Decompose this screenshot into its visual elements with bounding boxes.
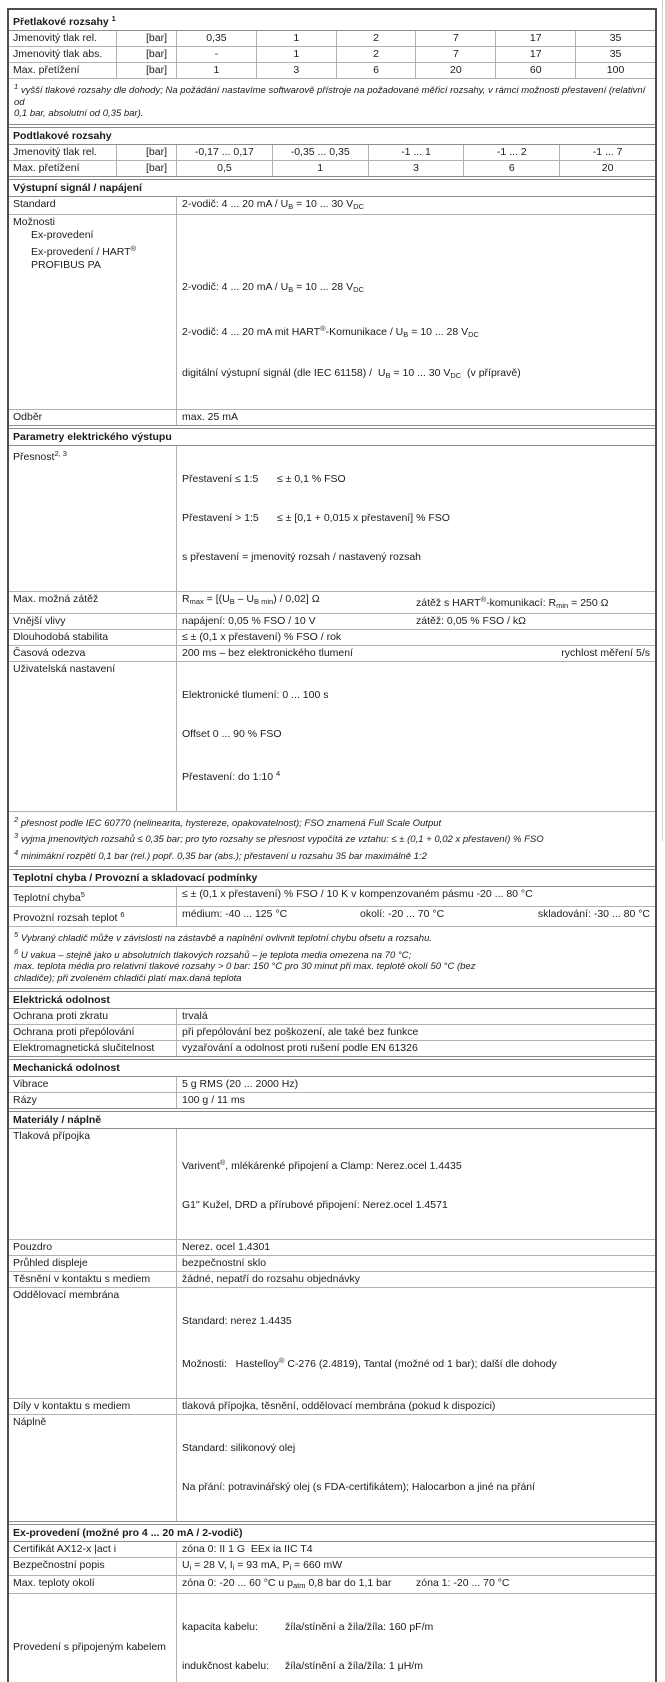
row-label: Přesnost$^{2, 3}$: [9, 446, 177, 591]
registered-mark: ®: [279, 1356, 285, 1365]
registered-mark: ®: [131, 244, 137, 253]
table-row: [9, 160, 655, 176]
row-label: Odběr: [9, 410, 177, 425]
value-text: = 10 ... 30 V: [293, 198, 353, 210]
value-left: $R_{max} = [(U_B - U_{B min}) / 0,02]$ Ω: [182, 593, 416, 612]
value-cell: -1 ... 7: [560, 145, 655, 160]
table-row: [9, 1077, 655, 1092]
value-cells: [177, 145, 655, 160]
subscript: B: [288, 202, 293, 211]
table-row: [9, 1092, 655, 1108]
value-cell: 7: [416, 31, 496, 46]
row-label: Provozní rozsah teplot $^6$: [9, 907, 177, 926]
row-label: Uživatelská nastavení: [9, 662, 177, 811]
table-row: [9, 1575, 655, 1593]
table-row: [9, 591, 655, 613]
row-label: Vnější vlivy: [9, 614, 177, 629]
section-header: Elektrická odolnost: [9, 992, 655, 1009]
row-label: Tlaková přípojka: [9, 1129, 177, 1239]
value-cell: 1: [257, 31, 337, 46]
row-value: [177, 646, 655, 661]
value-line: kapacita kabelu: žíla/stínění a žíla/žíla: 160 pF/m: [182, 1621, 650, 1634]
value-cell: -: [177, 47, 257, 62]
value-cell: 3: [257, 63, 337, 78]
row-value: žádné, nepatří do rozsahu objednávky: [177, 1272, 655, 1287]
value-line: 2-vodič: 4 ... 20 mA mit HART®-Komunikace / $U_B = 10$ ... 28 $V_{DC}$: [182, 322, 650, 341]
section-electrical-output: [9, 428, 655, 868]
value-ambient: okolí: -20 ... 70 °C: [360, 908, 538, 925]
row-label: Jmenovitý tlak rel.: [9, 145, 117, 160]
footnote-text: vyšší tlakové rozsahy dle dohody; Na požádání nastavíme softwarově přístroje na požadované měřicí rozsahy, v rámci možnosti přestavení (relativní od: [14, 85, 645, 108]
section-output-signal: [9, 179, 655, 426]
table-row: [9, 1271, 655, 1287]
section-header: Podtlakové rozsahy: [9, 128, 655, 145]
footnote-marker: 1: [14, 82, 18, 91]
value-cell: 20: [560, 161, 655, 176]
value-cell: -1 ... 2: [464, 145, 560, 160]
table-row: [9, 629, 655, 645]
table-row: [9, 46, 655, 62]
section-header: Materiály / náplně: [9, 1112, 655, 1129]
footnote: [9, 78, 655, 124]
value-cell: 2: [337, 47, 417, 62]
value-cell: -1 ... 1: [369, 145, 465, 160]
registered-mark: ®: [220, 1158, 226, 1167]
value-cell: 17: [496, 31, 576, 46]
value-cell: 3: [369, 161, 465, 176]
section-vacuum-ranges: [9, 127, 655, 177]
value-cell: 2: [337, 31, 417, 46]
row-unit: [bar]: [117, 145, 177, 160]
value-line: Přestavení: do 1:10 $^4$: [182, 767, 650, 784]
value-right: zóna 1: -20 ... 70 °C: [416, 1577, 650, 1592]
row-value: [177, 446, 655, 591]
label-line: PROFIBUS PA: [13, 259, 172, 272]
footnote-text: přesnost podle IEC 60770 (nelinearita, hystereze, opakovatelnost); FSO znamená Full Scale Output: [21, 818, 441, 829]
section-ex-version: [9, 1524, 655, 1682]
table-row: [9, 214, 655, 409]
value-line: indukčnost kabelu: žíla/stínění a žíla/žíla: 1 μH/m: [182, 1660, 650, 1673]
table-row: [9, 409, 655, 425]
section-title: Přetlakové rozsahy: [13, 16, 112, 28]
table-row: [9, 906, 655, 926]
table-row: [9, 1009, 655, 1024]
row-value: max. 25 mA: [177, 410, 655, 425]
datasheet-spec-table: [7, 8, 657, 1682]
row-label: Rázy: [9, 1093, 177, 1108]
value-line: G1" Kužel, DRD a přírubové připojení: Nerez.ocel 1.4571: [182, 1199, 650, 1212]
value-cells: [177, 47, 655, 62]
value-cell: 0,5: [177, 161, 273, 176]
value-left: zóna 0: -20 ... 60 °C u $p_{atm}$ 0,8 bar do 1,1 bar: [182, 1577, 416, 1592]
footnote-marker: 2: [14, 815, 18, 824]
row-value: ≤ ± (0,1 x přestavení) % FSO / 10 K v kompenzovaném pásmu -20 ... 80 °C: [177, 887, 655, 906]
footnote-marker: 4: [276, 769, 280, 778]
footnote-marker: 1: [112, 14, 116, 23]
table-row: [9, 1255, 655, 1271]
footnote-marker: 5: [81, 890, 85, 899]
footnote-text: vyjma jmenovitých rozsahů ≤ 0,35 bar; pro tyto rozsahy se přesnost vypočítá ze vztahu: ≤ ± (0,1 + 0,02 x přestavení) % FSO: [21, 834, 544, 845]
value-line: Přestavení > 1:5 ≤ ± [0,1 + 0,015 x přestavení] % FSO: [182, 512, 650, 525]
row-value: [177, 1594, 655, 1682]
footnote-marker: 4: [14, 848, 18, 857]
value-line: 2-vodič: 4 ... 20 mA / $U_B = 10$ ... 28 $V_{DC}$: [182, 281, 650, 296]
value-line: Na přání: potravinářský olej (s FDA-certifikátem); Halocarbon a jiné na přání: [182, 1481, 650, 1494]
row-unit: [bar]: [117, 161, 177, 176]
section-header: Výstupní signál / napájení: [9, 180, 655, 197]
row-value: [177, 215, 655, 409]
row-label: Průhled displeje: [9, 1256, 177, 1271]
table-row: [9, 1129, 655, 1239]
value-cell: 6: [464, 161, 560, 176]
value-medium: médium: -40 ... 125 °C: [182, 908, 360, 925]
table-row: [9, 1542, 655, 1557]
row-label: Max. přetížení: [9, 63, 117, 78]
value-line: [182, 242, 650, 255]
section-materials: [9, 1111, 655, 1522]
value-left: napájení: 0,05 % FSO / 10 V: [182, 615, 416, 628]
row-unit: [bar]: [117, 47, 177, 62]
value-line: Přestavení ≤ 1:5 ≤ ± 0,1 % FSO: [182, 473, 650, 486]
row-label: Max. možná zátěž: [9, 592, 177, 613]
row-value: [177, 907, 655, 926]
section-overpressure-ranges: [9, 10, 655, 125]
value-cell: 17: [496, 47, 576, 62]
row-label: Těsnění v kontaktu s mediem: [9, 1272, 177, 1287]
value-line: Standard: silikonový olej: [182, 1442, 650, 1455]
row-label: Oddělovací membrána: [9, 1288, 177, 1398]
row-label: Elektromagnetická slučitelnost: [9, 1041, 177, 1056]
row-value: trvalá: [177, 1009, 655, 1024]
table-row: [9, 1040, 655, 1056]
row-label: Jmenovitý tlak abs.: [9, 47, 117, 62]
table-row: [9, 1239, 655, 1255]
row-label: Bezpečnostní popis: [9, 1558, 177, 1575]
footnote-text: chladiče); při zvoleném chladiči platí max.daná teplota: [14, 973, 242, 984]
section-header: Teplotní chyba / Provozní a skladovací podmínky: [9, 870, 655, 887]
row-value: [177, 1576, 655, 1593]
label-line: Možnosti: [13, 216, 172, 229]
table-row: [9, 1414, 655, 1521]
footnote-text: minimákní rozpětí 0,1 bar (rel.) popř. 0,35 bar (abs.); přestavení u rozsahu 35 bar maximálně 1:2: [21, 851, 427, 862]
table-row: [9, 1593, 655, 1682]
value-text: 2-vodič: 4 ... 20 mA / U: [182, 198, 288, 210]
value-storage: skladování: -30 ... 80 °C: [538, 908, 650, 925]
value-right: zátěž: 0,05 % FSO / kΩ: [416, 615, 650, 628]
value-cell: 7: [416, 47, 496, 62]
section-mechanical: [9, 1059, 655, 1109]
footnote-marker: 3: [14, 831, 18, 840]
row-unit: [bar]: [117, 31, 177, 46]
section-temperature: [9, 869, 655, 989]
value-cell: 0,35: [177, 31, 257, 46]
row-label: Pouzdro: [9, 1240, 177, 1255]
value-cell: 1: [257, 47, 337, 62]
row-value: ≤ ± (0,1 x přestavení) % FSO / rok: [177, 630, 655, 645]
subscript: DC: [353, 202, 364, 211]
value-cell: 60: [496, 63, 576, 78]
row-value: zóna 0: II 1 G EEx ia IIC T4: [177, 1542, 655, 1557]
table-row: [9, 661, 655, 811]
value-cells: [177, 161, 655, 176]
row-value: [177, 1129, 655, 1239]
footnote-marker: 5: [14, 930, 18, 939]
row-value: bezpečnostní sklo: [177, 1256, 655, 1271]
section-header: [9, 10, 655, 31]
row-label: Standard: [9, 197, 177, 214]
row-value: [177, 1288, 655, 1398]
table-row: [9, 1287, 655, 1398]
value-line: Offset 0 ... 90 % FSO: [182, 728, 650, 741]
value-line: Varivent®, mlékárenké připojení a Clamp: Nerez.ocel 1.4435: [182, 1156, 650, 1173]
footnote-marker: 6: [14, 947, 18, 956]
table-row: [9, 613, 655, 629]
row-label: Max. teploty okolí: [9, 1576, 177, 1593]
value-cell: -0,17 ... 0,17: [177, 145, 273, 160]
section-header: Mechanická odolnost: [9, 1060, 655, 1077]
value-cells: [177, 63, 655, 78]
row-value: tlaková přípojka, těsnění, oddělovací membrána (pokud k dispozici): [177, 1399, 655, 1414]
value-line: s přestavení = jmenovitý rozsah / nastavený rozsah: [182, 551, 650, 564]
footnote-text: Vybraný chladič může v závislosti na zástavbě a naplnění ovlivnit teplotní chybu ofsetu a rozsahu.: [21, 933, 432, 944]
footnote-text: 0,1 bar, absolutní od 0,35 bar).: [14, 108, 143, 119]
table-row: [9, 197, 655, 214]
section-header: Ex-provedení (možné pro 4 ... 20 mA / 2-vodič): [9, 1525, 655, 1542]
footnote-marker: 6: [120, 910, 124, 919]
value-cell: 20: [416, 63, 496, 78]
footnote-text: max. teplota média pro relativní tlakové rozsahy > 0 bar: 150 °C pro 30 minut při max. teplotě okolí 50 °C (bez: [14, 961, 475, 972]
footnote-text: U vakua – stejně jako u absolutních tlakových rozsahů – je teplota media omezena na 70 °C;: [21, 950, 411, 961]
row-value: [177, 592, 655, 613]
value-cell: 6: [337, 63, 417, 78]
row-value: [177, 614, 655, 629]
table-row: [9, 1557, 655, 1575]
value-line: Možnosti: Hastelloy® C-276 (2.4819), Tantal (možné od 1 bar); další dle dohody: [182, 1354, 650, 1371]
value-right: zátěž s HART®-komunikací: $R_{min} = 250$ Ω: [416, 593, 650, 612]
label-line: Ex-provedení / HART®: [13, 242, 172, 259]
table-row: [9, 145, 655, 160]
table-row: [9, 1024, 655, 1040]
row-label: Ochrana proti zkratu: [9, 1009, 177, 1024]
row-label: Vibrace: [9, 1077, 177, 1092]
label-line: Ex-provedení: [13, 229, 172, 242]
section-electrical-protection: [9, 991, 655, 1057]
value-cell: 1: [273, 161, 369, 176]
row-value: [177, 662, 655, 811]
value-cells: [177, 31, 655, 46]
value-line: digitální výstupní signál (dle IEC $61158) / U_B = 10$ ... 30 $V_{DC}$ (v přípravě): [182, 367, 650, 382]
row-label: Provedení s připojeným kabelem: [9, 1594, 177, 1682]
row-value: 5 g RMS (20 ... 2000 Hz): [177, 1077, 655, 1092]
table-row: [9, 1398, 655, 1414]
row-value: vyzařování a odolnost proti rušení podle EN 61326: [177, 1041, 655, 1056]
row-label: [9, 215, 177, 409]
value-line: Elektronické tlumení: 0 ... 100 s: [182, 689, 650, 702]
row-value: [177, 1415, 655, 1521]
value-cell: 35: [576, 31, 655, 46]
row-label: Díly v kontaktu s mediem: [9, 1399, 177, 1414]
footnote: [9, 811, 655, 867]
row-label: Teplotní chyba$^5$: [9, 887, 177, 906]
value-cell: -0,35 ... 0,35: [273, 145, 369, 160]
row-value: 100 g / 11 ms: [177, 1093, 655, 1108]
row-label: Ochrana proti přepólování: [9, 1025, 177, 1040]
table-row: [9, 62, 655, 78]
footnote-marker: 2, 3: [54, 449, 67, 458]
row-value: $U_i = 28$ V, $I_i = 93$ mA, $P_i = 660$ mW: [177, 1558, 655, 1575]
row-value: při přepólování bez poškození, ale také bez funkce: [177, 1025, 655, 1040]
row-value: [177, 197, 655, 214]
value-cell: 100: [576, 63, 655, 78]
table-row: [9, 645, 655, 661]
table-row: [9, 887, 655, 906]
value-left: 200 ms – bez elektronického tlumení: [182, 647, 353, 660]
row-unit: [bar]: [117, 63, 177, 78]
table-row: [9, 31, 655, 46]
row-value: Nerez. ocel 1.4301: [177, 1240, 655, 1255]
row-label: Časová odezva: [9, 646, 177, 661]
row-label: Certifikát AX12-x |act i: [9, 1542, 177, 1557]
row-label: Max. přetížení: [9, 161, 117, 176]
value-cell: 35: [576, 47, 655, 62]
value-line: Standard: nerez 1.4435: [182, 1315, 650, 1328]
section-header: Parametry elektrického výstupu: [9, 429, 655, 446]
page-edge-line: [662, 0, 663, 841]
value-cell: 1: [177, 63, 257, 78]
row-label: Náplně: [9, 1415, 177, 1521]
row-label: Jmenovitý tlak rel.: [9, 31, 117, 46]
value-right: rychlost měření 5/s: [561, 647, 650, 660]
footnote: [9, 926, 655, 988]
table-row: [9, 446, 655, 591]
row-label: Dlouhodobá stabilita: [9, 630, 177, 645]
